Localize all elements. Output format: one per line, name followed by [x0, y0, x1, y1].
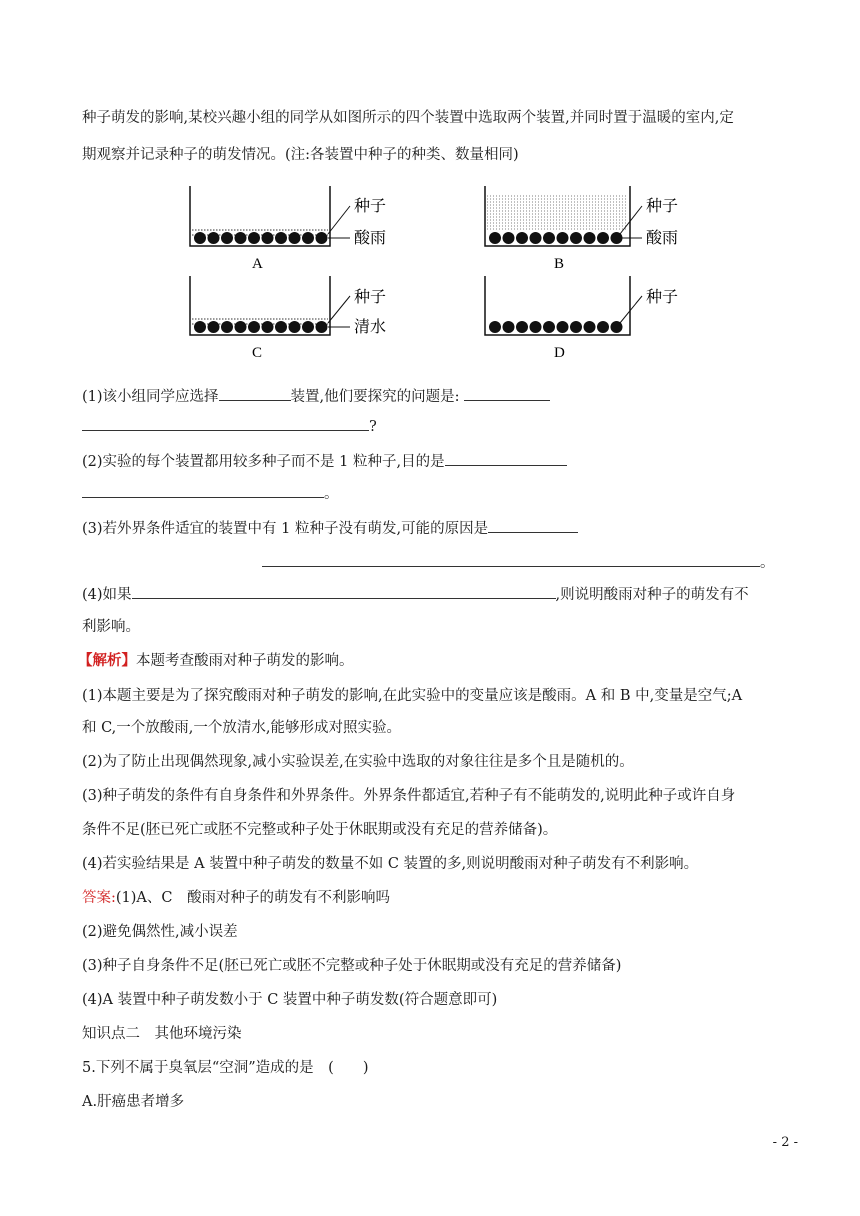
question-1-cont: [82, 415, 377, 437]
seed: [289, 232, 301, 244]
analysis-p2: (2)为了防止出现偶然现象,减小实验误差,在实验中选取的对象往往是多个且是随机的。: [82, 754, 634, 770]
question-3-cont: [262, 551, 775, 573]
question-2-cont: [82, 482, 339, 504]
analysis-p4: (4)若实验结果是 A 装置中种子萌发的数量不如 C 装置的多,则说明酸雨对种子萌发有不利影响。: [82, 856, 699, 872]
answer-line-1: [82, 888, 390, 908]
caption-c: C: [252, 345, 263, 358]
analysis-tag: 【解析】: [78, 652, 136, 669]
seed: [262, 232, 274, 244]
seed: [275, 232, 287, 244]
seed: [221, 232, 233, 244]
label-acid-rain: 酸雨: [646, 228, 679, 247]
seed: [557, 232, 569, 244]
q5-option-a: A.肝癌患者增多: [82, 1094, 185, 1110]
seed: [570, 232, 582, 244]
q3-answer-blank[interactable]: [488, 517, 578, 533]
intro-line-2: 期观察并记录种子的萌发情况。(注:各装置中种子的种类、数量相同): [82, 147, 519, 163]
acid-rain-fill: [487, 196, 628, 229]
question-4: [82, 583, 749, 605]
experiment-figure: [180, 178, 700, 358]
analysis-p3-line1: (3)种子萌发的条件有自身条件和外界条件。外界条件都适宜,若种子有不能萌发的,说明此种子或许自身: [82, 788, 736, 804]
seed: [302, 321, 314, 333]
seed: [262, 321, 274, 333]
q2-answer-blank-cont[interactable]: [82, 482, 324, 498]
q1-answer-blank-device[interactable]: [219, 385, 291, 401]
seed: [221, 321, 233, 333]
seeds-row: [194, 321, 328, 333]
seed: [248, 321, 260, 333]
label-acid-rain: 酸雨: [354, 228, 387, 247]
seed: [194, 321, 206, 333]
intro-line-1: 种子萌发的影响,某校兴趣小组的同学从如图所示的四个装置中选取两个装置,并同时置于温暖的室内,定: [82, 110, 734, 126]
question-3: [82, 517, 578, 539]
analysis-p1-line2: 和 C,一个放酸雨,一个放清水,能够形成对照实验。: [82, 720, 402, 736]
answer-4: (4)A 装置中种子萌发数小于 C 装置中种子萌发数(符合题意即可): [82, 992, 498, 1008]
seed: [530, 321, 542, 333]
caption-d: D: [554, 345, 565, 358]
q1-answer-blank-question[interactable]: [464, 385, 550, 401]
seed: [503, 321, 515, 333]
seed: [543, 321, 555, 333]
device-c: [190, 276, 386, 358]
page-number: - 2 -: [772, 1135, 798, 1150]
q1-prefix: (1)该小组同学应选择: [82, 389, 219, 405]
analysis-p3-line2: 条件不足(胚已死亡或胚不完整或种子处于休眠期或没有充足的营养储备)。: [82, 822, 558, 838]
q3-prefix: (3)若外界条件适宜的装置中有 1 粒种子没有萌发,可能的原因是: [82, 521, 489, 537]
label-clear-water: 清水: [354, 317, 387, 336]
q4-suffix: ,则说明酸雨对种子的萌发有不: [555, 587, 749, 603]
q2-end: 。: [324, 486, 339, 502]
seed: [570, 321, 582, 333]
seed: [516, 232, 528, 244]
seed: [316, 321, 328, 333]
caption-b: B: [554, 256, 565, 272]
label-seed: 种子: [646, 196, 679, 215]
seed: [503, 232, 515, 244]
seed: [597, 321, 609, 333]
seed: [235, 321, 247, 333]
seed: [289, 321, 301, 333]
label-seed: 种子: [354, 287, 387, 306]
seed: [248, 232, 260, 244]
seed: [543, 232, 555, 244]
q3-answer-blank-cont[interactable]: [262, 551, 760, 567]
answer-1: (1)A、C 酸雨对种子的萌发有不利影响吗: [115, 890, 390, 906]
seeds-row: [489, 321, 623, 333]
seed: [208, 321, 220, 333]
q1-end: ?: [369, 419, 377, 435]
question-1: [82, 385, 550, 407]
q2-answer-blank[interactable]: [445, 450, 567, 466]
section-title: 知识点二 其他环境污染: [82, 1026, 242, 1042]
seed: [530, 232, 542, 244]
answer-tag: 答案:: [82, 890, 116, 906]
device-d: [485, 276, 678, 358]
analysis-heading: [78, 651, 354, 671]
seed: [584, 232, 596, 244]
caption-a: A: [252, 256, 263, 272]
seed: [557, 321, 569, 333]
q2-prefix: (2)实验的每个装置都用较多种子而不是 1 粒种子,目的是: [82, 454, 445, 470]
seed: [235, 232, 247, 244]
seed: [302, 232, 314, 244]
answer-2: (2)避免偶然性,减小误差: [82, 924, 238, 940]
seed: [316, 232, 328, 244]
seed: [584, 321, 596, 333]
analysis-p1-line1: (1)本题主要是为了探究酸雨对种子萌发的影响,在此实验中的变量应该是酸雨。A 和 B 中,变量是空气;A: [82, 688, 743, 704]
seed: [489, 232, 501, 244]
seed: [208, 232, 220, 244]
seed: [597, 232, 609, 244]
q3-end: 。: [760, 555, 775, 571]
q1-mid: 装置,他们要探究的问题是:: [290, 389, 460, 405]
answer-3: (3)种子自身条件不足(胚已死亡或胚不完整或种子处于休眠期或没有充足的营养储备): [82, 958, 622, 974]
device-a: [190, 186, 386, 272]
seed: [275, 321, 287, 333]
label-seed: 种子: [354, 196, 387, 215]
seed: [194, 232, 206, 244]
seed: [489, 321, 501, 333]
seed: [516, 321, 528, 333]
q1-answer-blank-question-cont[interactable]: [82, 415, 369, 431]
seeds-row: [194, 232, 328, 244]
analysis-intro: 本题考查酸雨对种子萌发的影响。: [136, 653, 354, 669]
label-seed: 种子: [646, 287, 679, 306]
q4-prefix: (4)如果: [82, 587, 132, 603]
q4-answer-blank[interactable]: [132, 583, 556, 599]
seeds-row: [489, 232, 623, 244]
device-b: [485, 186, 678, 272]
q5-stem: 5.下列不属于臭氧层“空洞”造成的是 ( ): [82, 1060, 369, 1076]
question-4-cont: 利影响。: [82, 619, 140, 635]
question-2: [82, 450, 567, 472]
